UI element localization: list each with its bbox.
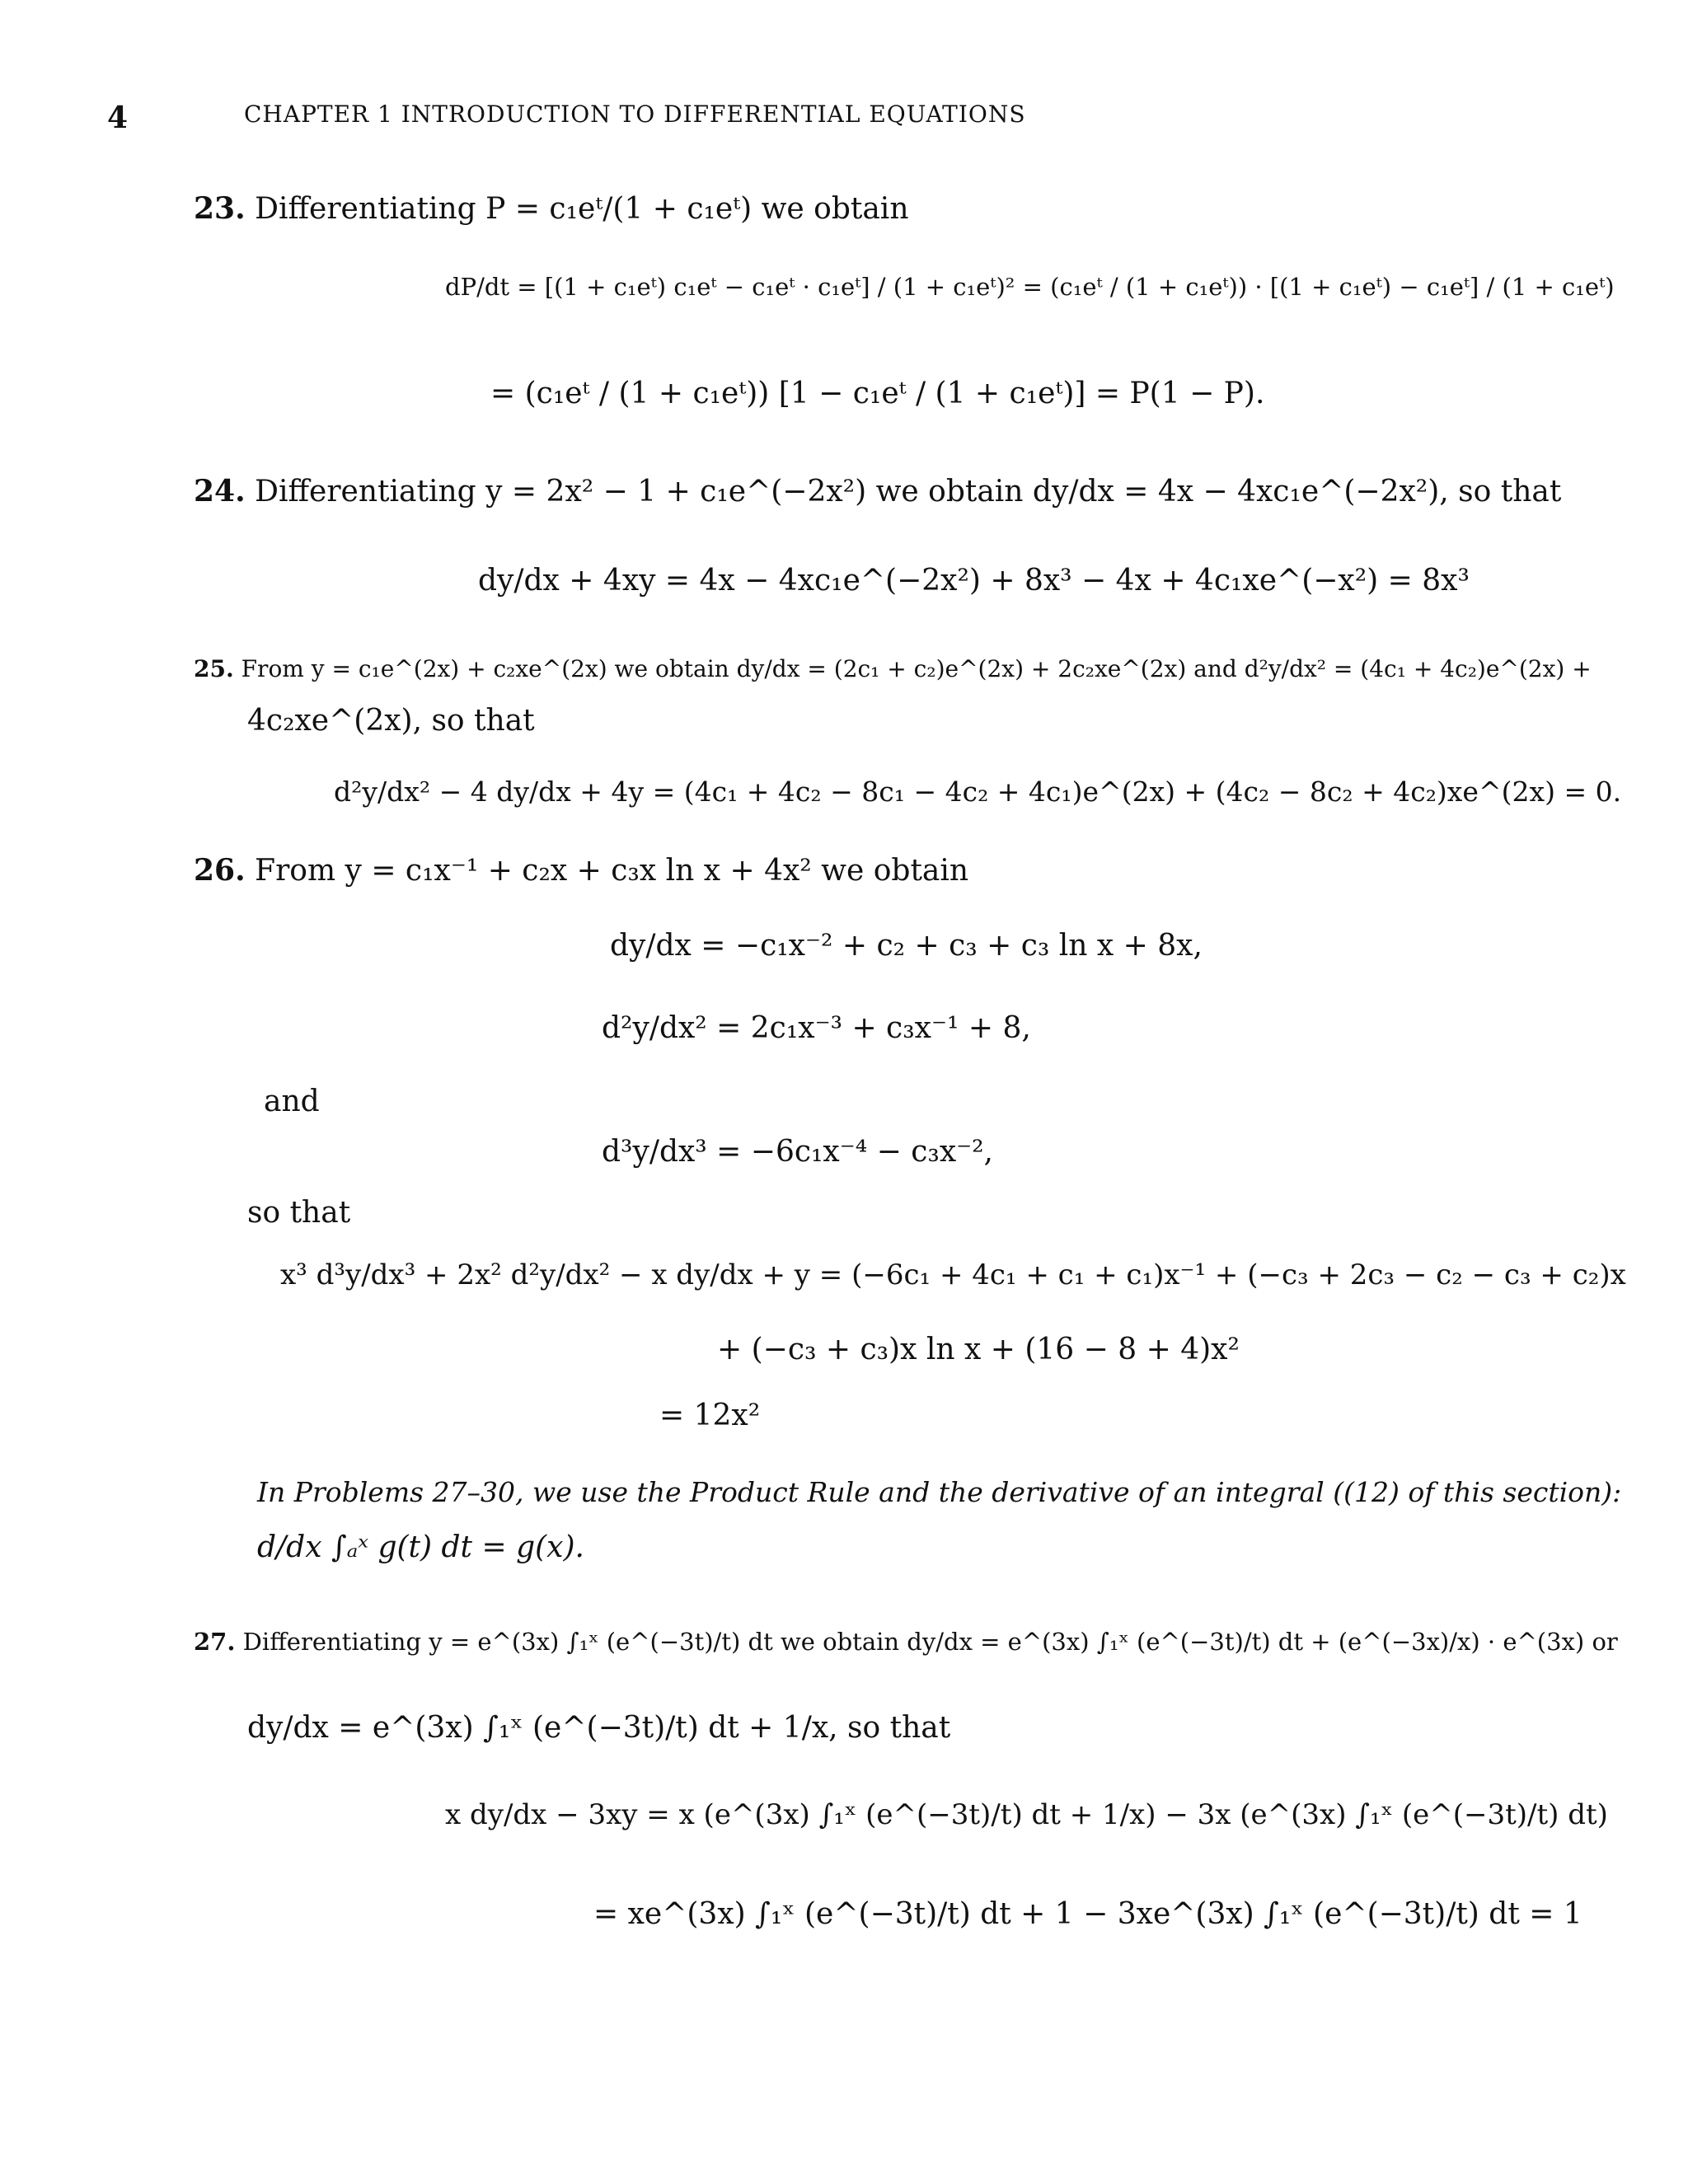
chapter-title: CHAPTER 1 INTRODUCTION TO DIFFERENTIAL EQUATIONS (244, 101, 1026, 128)
problem-26-equation-1: x³ d³y/dx³ + 2x² d²y/dx² − x dy/dx + y = (−6c₁ + 4c₁ + c₁ + c₁)x⁻¹ + (−c₃ + 2c₃ − c₂ − c₃ + c₂)x (280, 1258, 1626, 1291)
problem-number: 25. (194, 655, 234, 682)
problem-number: 24. (194, 474, 246, 509)
page-number: 4 (107, 101, 129, 135)
problem-26-third-derivative: d³y/dx³ = −6c₁x⁻⁴ − c₃x⁻², (602, 1135, 993, 1169)
problem-27-equation-2: = xe^(3x) ∫₁ˣ (e^(−3t)/t) dt + 1 − 3xe^(3x) ∫₁ˣ (e^(−3t)/t) dt = 1 (593, 1897, 1582, 1931)
and-label: and (264, 1085, 320, 1118)
note-line-1: In Problems 27–30, we use the Product Rule and the derivative of an integral ((12) of this section): (257, 1476, 1622, 1508)
problem-26-equation-2: + (−c₃ + c₃)x ln x + (16 − 8 + 4)x² (717, 1333, 1240, 1366)
problem-27-equation-1: x dy/dx − 3xy = x (e^(3x) ∫₁ˣ (e^(−3t)/t) dt + 1/x) − 3x (e^(3x) ∫₁ˣ (e^(−3t)/t) dt) (445, 1798, 1608, 1831)
problem-26-intro (194, 853, 968, 888)
problem-text: From y = c₁x⁻¹ + c₂x + c₃x ln x + 4x² we obtain (255, 854, 969, 888)
problem-27-intro-continued: dy/dx = e^(3x) ∫₁ˣ (e^(−3t)/t) dt + 1/x, so that (247, 1711, 951, 1745)
problem-25-equation-1: d²y/dx² − 4 dy/dx + 4y = (4c₁ + 4c₂ − 8c₁ − 4c₂ + 4c₁)e^(2x) + (4c₂ − 8c₂ + 4c₂)xe^(2x) = 0. (334, 776, 1622, 808)
so-that-label: so that (247, 1196, 351, 1230)
problem-text: Differentiating P = c₁eᵗ/(1 + c₁eᵗ) we obtain (255, 192, 909, 226)
problem-26-equation-3: = 12x² (659, 1399, 761, 1432)
page-header (107, 101, 1026, 135)
problem-27-intro (194, 1628, 1618, 1657)
problem-text: From y = c₁e^(2x) + c₂xe^(2x) we obtain dy/dx = (2c₁ + c₂)e^(2x) + 2c₂xe^(2x) and d²y/dx² = (4c₁ + 4c₂)e^(2x) + (241, 655, 1592, 682)
problem-number: 23. (194, 191, 246, 226)
problem-25-intro (194, 655, 1592, 683)
problem-23-equation-1: dP/dt = [(1 + c₁eᵗ) c₁eᵗ − c₁eᵗ · c₁eᵗ] / (1 + c₁eᵗ)² = (c₁eᵗ / (1 + c₁eᵗ)) · [(1 + c₁eᵗ) − c₁eᵗ] / (1 + c₁eᵗ) (445, 273, 1615, 301)
problem-25-intro-continued: 4c₂xe^(2x), so that (247, 704, 535, 738)
problem-number: 27. (194, 1628, 236, 1656)
problem-26-first-derivative: dy/dx = −c₁x⁻² + c₂ + c₃ + c₃ ln x + 8x, (610, 929, 1203, 963)
problem-24-equation-1: dy/dx + 4xy = 4x − 4xc₁e^(−2x²) + 8x³ − 4x + 4c₁xe^(−x²) = 8x³ (478, 564, 1470, 598)
problem-24-intro (194, 474, 1561, 509)
problem-number: 26. (194, 853, 246, 888)
note-line-2: d/dx ∫ₐˣ g(t) dt = g(x). (257, 1530, 584, 1564)
problem-23-equation-2: = (c₁eᵗ / (1 + c₁eᵗ)) [1 − c₁eᵗ / (1 + c₁eᵗ)] = P(1 − P). (490, 377, 1265, 410)
problem-text: Differentiating y = 2x² − 1 + c₁e^(−2x²) we obtain dy/dx = 4x − 4xc₁e^(−2x²), so that (255, 475, 1562, 509)
problem-23-intro (194, 191, 909, 227)
problem-26-second-derivative: d²y/dx² = 2c₁x⁻³ + c₃x⁻¹ + 8, (602, 1011, 1031, 1045)
problem-text: Differentiating y = e^(3x) ∫₁ˣ (e^(−3t)/t) dt we obtain dy/dx = e^(3x) ∫₁ˣ (e^(−3t)/t) dt + (e^(−3x)/x) · e^(3x) or (242, 1628, 1618, 1656)
